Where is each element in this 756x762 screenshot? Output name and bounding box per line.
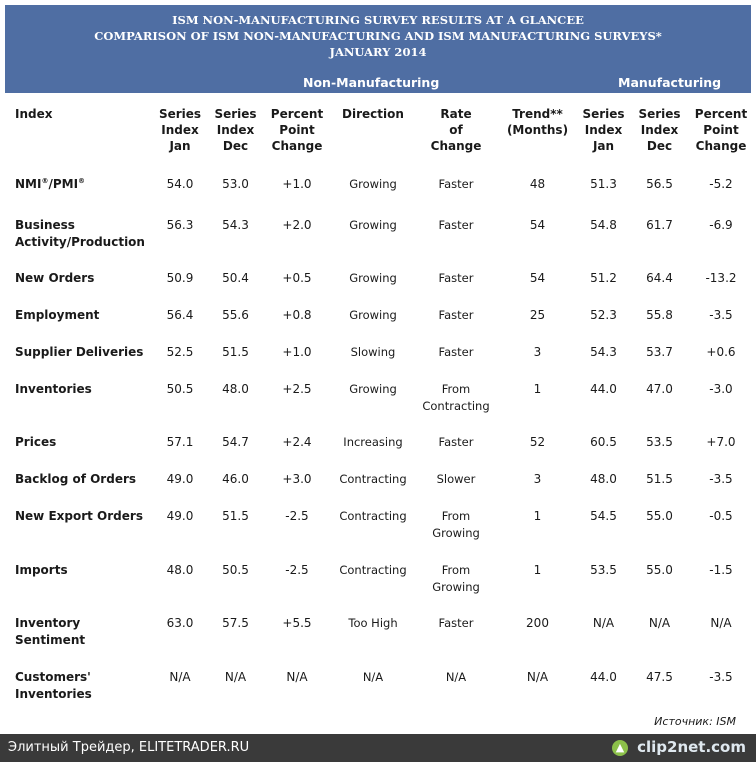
table-cell: 51.5 [222,509,249,523]
table-cell-line: Contracting [422,399,490,413]
table-cell: 48.0 [590,472,617,486]
row-label-line: Business [15,218,75,232]
table-cell: 44.0 [590,382,617,396]
table-cell: 49.0 [166,472,194,486]
table-cell: 50.5 [222,563,249,577]
table-cell: N/A [286,670,308,684]
table-cell: +0.8 [282,308,312,322]
table-cell: 53.5 [646,435,673,449]
column-header-line: Series [582,107,625,121]
column-header [500,106,575,138]
table-cell: N/A [224,670,247,684]
row-label: Supplier Deliveries [15,345,144,359]
table-cell-line: From [441,509,471,523]
table-cell: N/A [526,670,549,684]
table-cell: -3.0 [709,382,733,396]
table-cell: 54 [529,218,546,232]
table-cell: 25 [529,308,546,322]
column-header-line: Change [695,139,747,153]
table-cell: +0.6 [706,345,736,359]
column-header-line: Dec [222,139,249,153]
table-cell: 61.7 [646,218,673,232]
table-cell: -3.5 [709,670,733,684]
table-cell: -13.2 [705,271,737,285]
row-label [15,217,145,251]
clip2net-logo-icon: ▲ [612,740,628,756]
table-cell: 51.5 [646,472,673,486]
table-cell-line: Growing [432,526,480,540]
column-header-line: Series [214,107,257,121]
column-header [266,106,328,154]
group-label-non-manufacturing: Non-Manufacturing [303,75,440,90]
row-label: New Export Orders [15,509,143,523]
group-label-manufacturing: Manufacturing [618,75,722,90]
table-cell: N/A [362,670,384,684]
table-cell: 54.3 [222,218,249,232]
column-header-line: Index [161,123,199,137]
table-cell: 54.3 [590,345,617,359]
table-cell: 51.5 [222,345,249,359]
table-cell: 49.0 [166,509,194,523]
table-cell: 1 [533,563,542,577]
table-cell: 52 [529,435,546,449]
column-header-line: Percent [270,107,324,121]
table-cell: +1.0 [282,345,312,359]
table-cell: Contracting [339,509,407,523]
table-title-banner [5,5,751,93]
table-cell: 63.0 [166,616,194,630]
table-cell: Faster [438,177,474,191]
title-line-2: COMPARISON OF ISM NON-MANUFACTURING AND ISM MANUFACTURING SURVEYS* [94,29,662,43]
column-header [690,106,752,154]
table-cell: 53.7 [646,345,673,359]
table-cell: +0.5 [282,271,312,285]
table-cell: 46.0 [222,472,249,486]
table-cell: Faster [438,308,474,322]
table-cell: -5.2 [709,177,733,191]
column-header-line: (Months) [506,123,569,137]
table-cell: 57.5 [222,616,249,630]
column-header-line: Point [279,123,315,137]
table-cell: 1 [533,509,542,523]
table-cell: Too High [348,616,398,630]
table-cell: 60.5 [590,435,617,449]
table-cell: Growing [349,308,397,322]
column-header [15,106,155,122]
table-cell: +2.4 [282,435,312,449]
table-cell [410,562,502,596]
table-cell: Contracting [339,563,407,577]
table-cell: N/A [169,670,191,684]
table-cell: +5.5 [282,616,312,630]
table-cell: 50.4 [222,271,249,285]
table-cell: 3 [533,345,542,359]
table-cell: 56.4 [166,308,194,322]
column-header-line: Jan [592,139,615,153]
footer-text: Элитный Трейдер, ELITETRADER.RU [8,740,250,755]
table-cell: 56.3 [166,218,194,232]
table-cell: +2.0 [282,218,312,232]
row-label-line: Sentiment [15,633,86,647]
row-label-line: Activity/Production [15,235,145,249]
table-cell-line: Growing [432,580,480,594]
row-label: Prices [15,435,57,449]
table-cell: Slowing [350,345,396,359]
table-cell: 3 [533,472,542,486]
column-header-line: Point [703,123,739,137]
table-cell: Growing [349,271,397,285]
table-cell: 200 [526,616,549,630]
table-cell: -0.5 [709,509,733,523]
table-cell: -6.9 [709,218,733,232]
table-cell [410,381,502,415]
table-cell: N/A [592,616,615,630]
table-cell: 53.0 [222,177,249,191]
table-cell: 48.0 [222,382,249,396]
row-label-line: Inventory [15,616,81,630]
table-cell: 51.3 [590,177,617,191]
table-cell: 54 [529,271,546,285]
table-cell: 56.5 [646,177,673,191]
column-header-line: Change [430,139,482,153]
column-header-line: Series [638,107,681,121]
table-cell: 1 [533,382,542,396]
table-cell [410,508,502,542]
table-cell: 55.0 [646,509,673,523]
table-cell: 54.0 [166,177,194,191]
row-label: NMI®/PMI® [15,177,86,191]
table-cell: Faster [438,435,474,449]
column-header [155,106,205,154]
table-cell: 64.4 [646,271,673,285]
table-cell: -2.5 [285,563,309,577]
column-header [208,106,263,154]
table-cell: Faster [438,218,474,232]
table-cell: 53.5 [590,563,617,577]
table-cell: 51.2 [590,271,617,285]
table-cell: -3.5 [709,308,733,322]
column-header-line: Jan [169,139,191,153]
column-header-line: Trend** [512,107,563,121]
row-label: Employment [15,308,100,322]
table-cell-line: From [441,382,471,396]
column-header-line: Direction [342,107,404,121]
column-header [632,106,687,154]
row-label: Inventories [15,382,92,396]
column-header-line: Index [640,123,679,137]
table-cell: 57.1 [166,435,194,449]
table-cell: N/A [445,670,467,684]
row-label [15,669,92,703]
column-header-line: Index [15,107,53,121]
column-header-line: Dec [646,139,673,153]
table-cell: 44.0 [590,670,617,684]
row-label: Imports [15,563,68,577]
table-cell: -1.5 [709,563,733,577]
clip2net-logo: clip2net.com [637,738,746,756]
column-header-line: Percent [694,107,748,121]
table-cell: Growing [349,218,397,232]
table-cell: N/A [648,616,671,630]
column-header-line: Change [271,139,323,153]
table-cell: +3.0 [282,472,312,486]
table-cell: +7.0 [706,435,736,449]
column-header-line: of [449,123,463,137]
table-cell: 55.0 [646,563,673,577]
table-cell: Slower [436,472,476,486]
column-header-line: Index [584,123,623,137]
row-label: Backlog of Orders [15,472,137,486]
table-cell: Faster [438,345,474,359]
title-line-3: JANUARY 2014 [329,45,427,59]
table-cell: 47.0 [646,382,673,396]
row-label: New Orders [15,271,95,285]
table-cell: 55.6 [222,308,249,322]
column-header-line: Index [216,123,255,137]
table-cell: 47.5 [646,670,673,684]
table-cell: 54.5 [590,509,617,523]
footer-bar [0,734,756,762]
table-cell: Growing [349,177,397,191]
table-cell: 52.3 [590,308,617,322]
table-cell: Contracting [339,472,407,486]
row-label [15,615,85,649]
title-line-1: ISM NON-MANUFACTURING SURVEY RESULTS AT A GLANCEE [172,13,584,27]
table-cell: -2.5 [285,509,309,523]
row-label-line: Inventories [15,687,92,701]
table-cell: Increasing [343,435,403,449]
table-cell: Faster [438,271,474,285]
column-header [410,106,502,154]
table-cell: 50.5 [166,382,194,396]
table-cell: 55.8 [646,308,673,322]
table-cell: 54.8 [590,218,617,232]
column-header-line: Series [158,107,202,121]
table-cell: N/A [710,616,732,630]
table-cell: -3.5 [709,472,733,486]
column-header-line: Rate [440,107,472,121]
table-cell: 54.7 [222,435,249,449]
table-cell: 52.5 [166,345,194,359]
table-cell: 48 [529,177,546,191]
table-cell-line: From [441,563,471,577]
source-note: Источник: ISM [654,715,736,728]
table-cell: +1.0 [282,177,312,191]
row-label-line: Customers' [15,670,91,684]
column-header [334,106,412,122]
table-cell: Faster [438,616,474,630]
table-cell: +2.5 [282,382,312,396]
table-cell: 48.0 [166,563,194,577]
column-header [576,106,631,154]
table-cell: 50.9 [166,271,194,285]
table-cell: Growing [349,382,397,396]
